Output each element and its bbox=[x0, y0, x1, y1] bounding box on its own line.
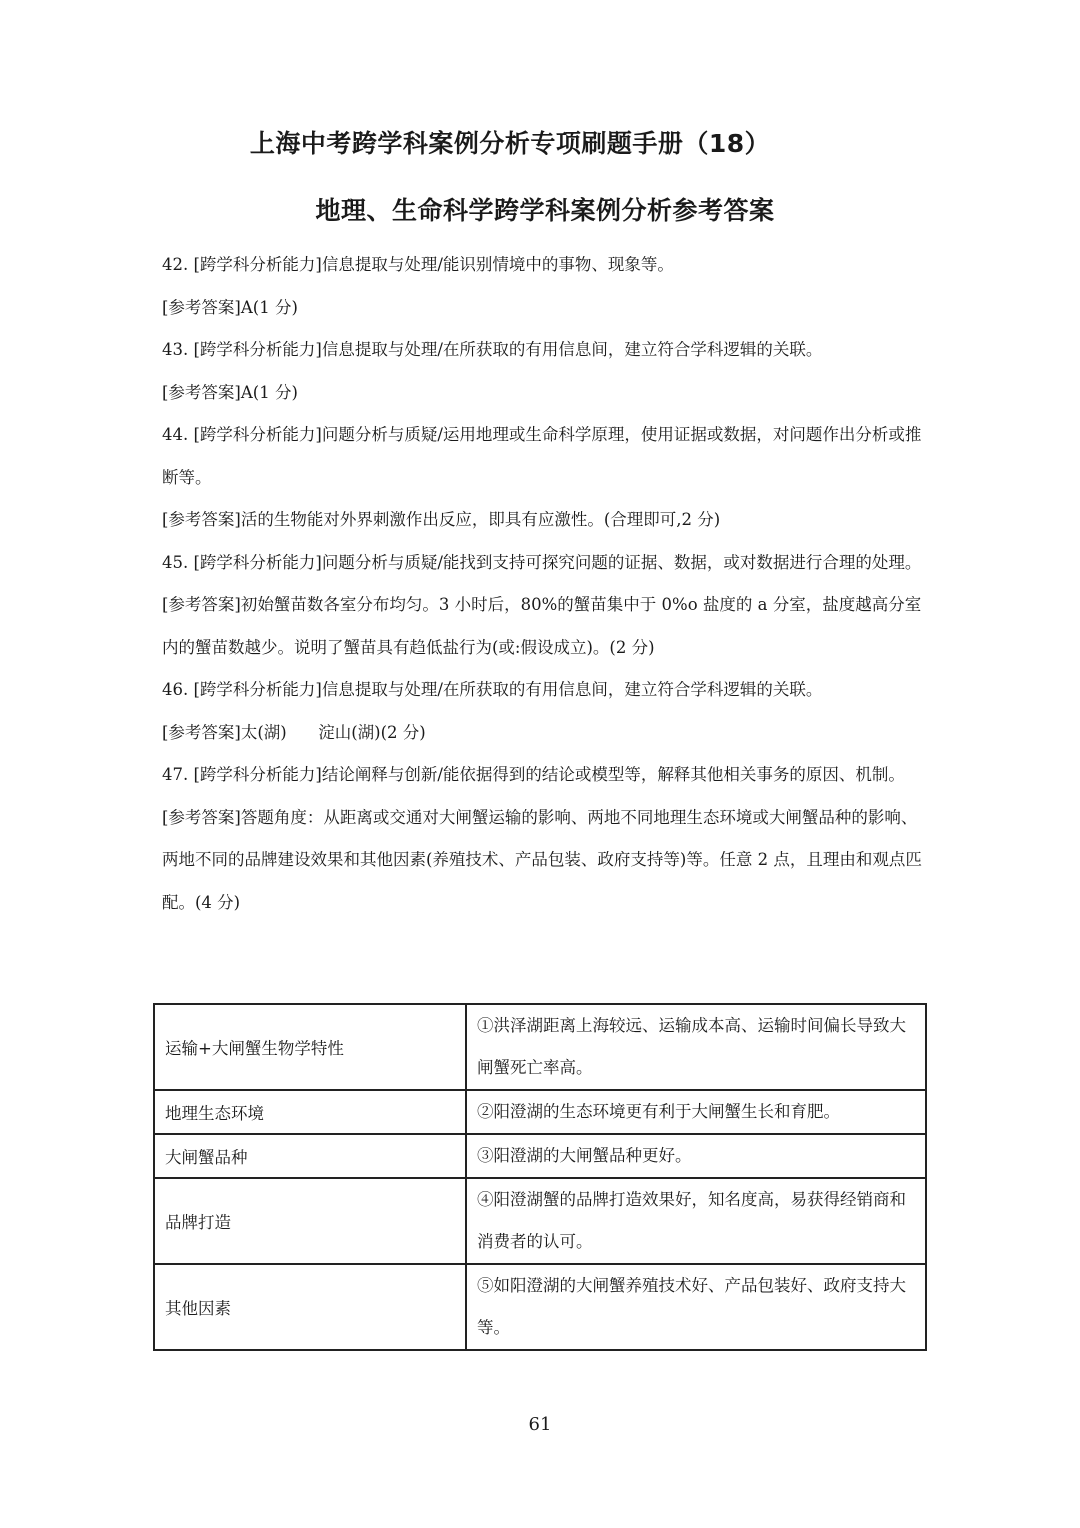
table-cell-factor: 其他因素 bbox=[154, 1264, 466, 1350]
answer-table bbox=[153, 1003, 927, 1351]
answer-42: [参考答案]A(1 分) bbox=[162, 297, 298, 317]
page-number: 61 bbox=[528, 1414, 552, 1435]
question-47-header: 47. [跨学科分析能力]结论阐释与创新/能依据得到的结论或模型等，解释其他相关事务的原因、机制。 bbox=[162, 765, 905, 784]
question-46-header: 46. [跨学科分析能力]信息提取与处理/在所获取的有用信息间，建立符合学科逻辑的关联。 bbox=[162, 680, 823, 699]
question-45-header: 45. [跨学科分析能力]问题分析与质疑/能找到支持可探究问题的证据、数据，或对数据进行合理的处理。 bbox=[162, 552, 922, 572]
answer-43: [参考答案]A(1 分) bbox=[162, 382, 298, 402]
page-subtitle: 地理、生命科学跨学科案例分析参考答案 bbox=[315, 196, 775, 225]
table-row bbox=[154, 1264, 926, 1350]
question-43-header: 43. [跨学科分析能力]信息提取与处理/在所获取的有用信息间，建立符合学科逻辑的关联。 bbox=[162, 340, 823, 359]
answer-45: [参考答案]初始蟹苗数各室分布均匀。3 小时后，80%的蟹苗集中于 0%o 盐度的 a 分室，盐度越高分室内的蟹苗数越少。说明了蟹苗具有趋低盐行为(或:假设成立)。(2 分) bbox=[162, 595, 922, 657]
answer-list bbox=[162, 244, 922, 924]
table-row bbox=[154, 1090, 926, 1134]
page-title: 上海中考跨学科案例分析专项刷题手册（18） bbox=[249, 129, 771, 158]
table-cell-explanation: ②阳澄湖的生态环境更有利于大闸蟹生长和育肥。 bbox=[466, 1090, 926, 1134]
table-cell-factor: 运输+大闸蟹生物学特性 bbox=[154, 1004, 466, 1090]
table-cell-explanation: ①洪泽湖距离上海较远、运输成本高、运输时间偏长导致大闸蟹死亡率高。 bbox=[466, 1004, 926, 1090]
answer-47: [参考答案]答题角度：从距离或交通对大闸蟹运输的影响、两地不同地理生态环境或大闸蟹品种的影响、两地不同的品牌建设效果和其他因素(养殖技术、产品包装、政府支持等)等。任意 2 点，且理由和观点匹配。(4 分) bbox=[162, 807, 922, 912]
table-cell-factor: 地理生态环境 bbox=[154, 1090, 466, 1134]
table-row bbox=[154, 1004, 926, 1090]
table-row bbox=[154, 1178, 926, 1264]
table-cell-factor: 大闸蟹品种 bbox=[154, 1134, 466, 1178]
question-44-header: 44. [跨学科分析能力]问题分析与质疑/运用地理或生命科学原理，使用证据或数据，对问题作出分析或推断等。 bbox=[162, 425, 922, 487]
table-cell-explanation: ④阳澄湖蟹的品牌打造效果好，知名度高，易获得经销商和消费者的认可。 bbox=[466, 1178, 926, 1264]
table-cell-explanation: ⑤如阳澄湖的大闸蟹养殖技术好、产品包装好、政府支持大等。 bbox=[466, 1264, 926, 1350]
answer-44: [参考答案]活的生物能对外界刺激作出反应，即具有应激性。(合理即可,2 分) bbox=[162, 510, 721, 529]
table-cell-explanation: ③阳澄湖的大闸蟹品种更好。 bbox=[466, 1134, 926, 1178]
question-42-header: 42. [跨学科分析能力]信息提取与处理/能识别情境中的事物、现象等。 bbox=[162, 255, 674, 274]
table-row bbox=[154, 1134, 926, 1178]
table-cell-factor: 品牌打造 bbox=[154, 1178, 466, 1264]
answer-46: [参考答案]太(湖) 淀山(湖)(2 分) bbox=[162, 722, 426, 742]
